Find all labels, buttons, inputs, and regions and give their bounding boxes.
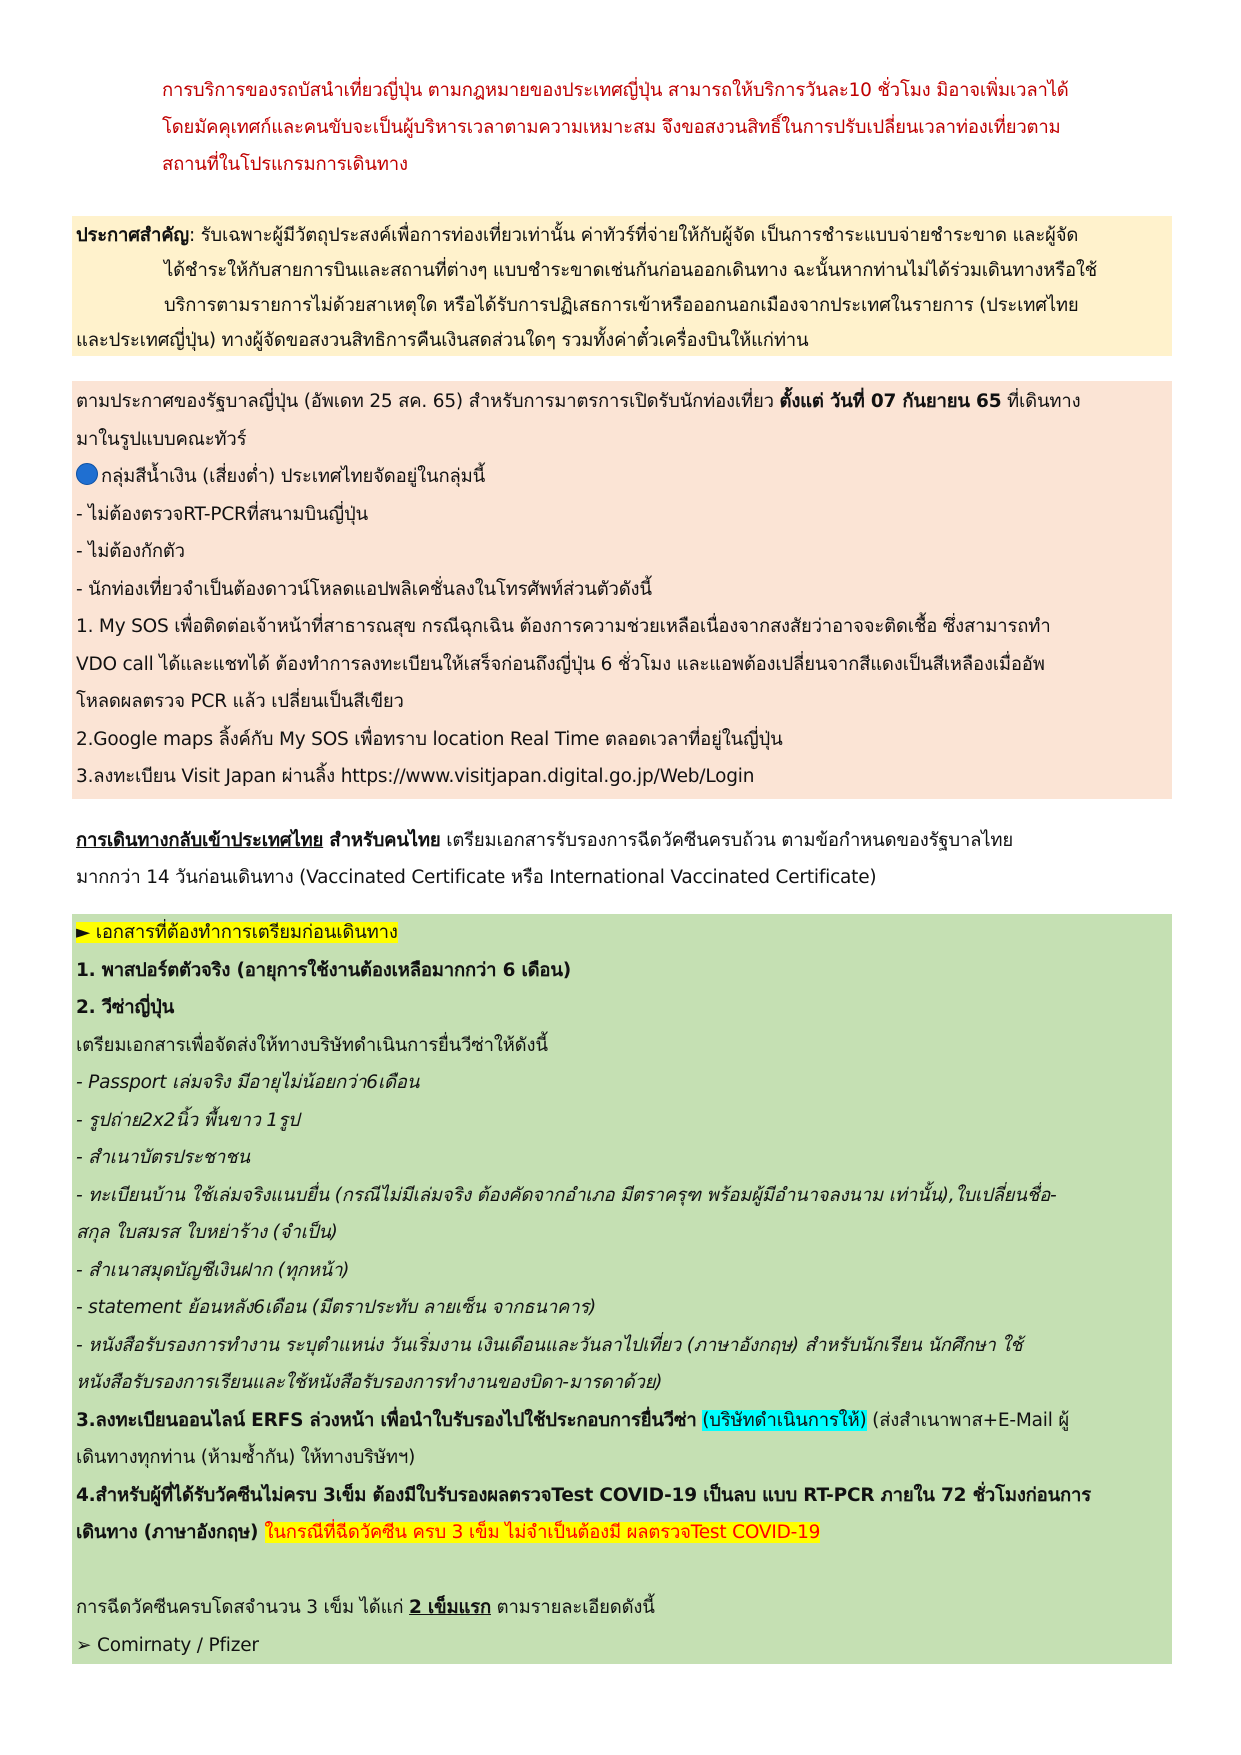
risk-group-text: กลุ่มสีน้ำเงิน (เสี่ยงต่ำ) ประเทศไทยจัดอยู่ในกลุ่มนี้ bbox=[101, 466, 486, 487]
app-item: 3.ลงทะเบียน Visit Japan ผ่านลิ้ง https://www.visitjapan.digital.go.jp/Web/Login bbox=[76, 766, 755, 787]
visa-item: - ทะเบียนบ้าน ใช้เล่มจริงแนบยื่น (กรณีไม่มีเล่มจริง ต้องคัดจากอำเภอ มีตราครุฑ พร้อมผู้มีอำนาจลงนาม เท่านั้น),ใบเปลี่ยนชื่อ- bbox=[76, 1184, 1057, 1206]
notice-text: : รับเฉพาะผู้มีวัตถุประสงค์เพื่อการท่องเที่ยวเท่านั้น ค่าทัวร์ที่จ่ายให้กับผู้จัด เป็นการชำระแบบจ่ายชำระขาด และผู้จัด bbox=[188, 225, 1079, 246]
app-item: VDO call ได้และแชทได้ ต้องทำการลงทะเบียนให้เสร็จก่อนถึงญี่ปุ่น 6 ชั่วโมง และแอพต้องเปลี่ยนจากสีแดงเป็นสีเหลืองเมื่ออัพ bbox=[76, 653, 1045, 675]
visa-item: - statement ย้อนหลัง6เดือน (มีตราประทับ ลายเซ็น จากธนาคาร) bbox=[76, 1297, 597, 1318]
return-text: เตรียมเอกสารรับรองการฉีดวัคซีนครบถ้วน ตามข้อกำหนดของรัฐบาลไทย bbox=[440, 830, 1013, 851]
vaccine-item: ➢ Comirnaty / Pfizer bbox=[76, 1634, 259, 1656]
measures-item: - ไม่ต้องกักตัว bbox=[76, 541, 185, 562]
notice-label: ประกาศสำคัญ bbox=[76, 225, 189, 246]
notice-line: และประเทศญี่ปุ่น) ทางผู้จัดขอสงวนสิทธิการคืนเงินสดส่วนใดๆ รวมทั้งค่าตั๋วเครื่องบินให้แก่ท่าน bbox=[76, 330, 809, 351]
visa-item: - หนังสือรับรองการทำงาน ระบุตำแหน่ง วันเริ่มงาน เงินเดือนและวันลาไปเที่ยว (ภาษาอังกฤษ) สำหรับนักเรียน นักศึกษา ใช้ bbox=[76, 1334, 1023, 1356]
measures-item: - ไม่ต้องตรวจRT-PCRที่สนามบินญี่ปุ่น bbox=[76, 503, 368, 525]
notice-line: ได้ชำระให้กับสายการบินและสถานที่ต่างๆ แบบชำระขาดเช่นกันก่อนออกเดินทาง ฉะนั้นหากท่านไม่ได้ร่วมเดินทางหรือใช้ bbox=[164, 260, 1098, 281]
visa-intro: เตรียมเอกสารเพื่อจัดส่งให้ทางบริษัทดำเนินการยื่นวีซ่าให้ดังนี้ bbox=[76, 1034, 548, 1056]
covid-test-exception: ในกรณีที่ฉีดวัคซีน ครบ 3 เข็ม ไม่จำเป็นต้องมี ผลตรวจTest COVID-19 bbox=[264, 1522, 821, 1543]
policy-line: การบริการของรถบัสนำเที่ยวญี่ปุ่น ตามกฎหมายของประเทศญี่ปุ่น สามารถให้บริการวันละ10 ชั่วโมง มิอาจเพิ่มเวลาได้ bbox=[162, 80, 1069, 101]
blue-circle-icon bbox=[76, 463, 98, 485]
return-title: การเดินทางกลับเข้าประเทศไทย bbox=[76, 830, 324, 851]
notice-line bbox=[76, 218, 1168, 253]
japan-entry-measures bbox=[72, 381, 1172, 799]
doc-covid-test: 4.สำหรับผู้ที่ได้รับวัคซีนไม่ครบ 3เข็ม ต้องมีใบรับรองผลตรวจTest COVID-19 เป็นลบ แบบ RT-PCR ภายใน 72 ชั่วโมงก่อนการ bbox=[76, 1484, 1091, 1506]
app-item: โหลดผลตรวจ PCR แล้ว เปลี่ยนเป็นสีเขียว bbox=[76, 691, 404, 712]
erfs-text: 3.ลงทะเบียนออนไลน์ ERFS ล่วงหน้า เพื่อนำใบรับรองไปใช้ประกอบการยื่นวีซ่า bbox=[76, 1409, 697, 1431]
docs-header bbox=[76, 914, 1168, 952]
visa-item: สกุล ใบสมรส ใบหย่าร้าง (จำเป็น) bbox=[76, 1222, 338, 1243]
vaccine-doses: 2 เข็มแรก bbox=[409, 1597, 491, 1618]
visa-item: - สำเนาบัตรประชาชน bbox=[76, 1147, 250, 1168]
return-trip-section bbox=[76, 822, 1172, 896]
doc-visa: 2. วีซ่าญี่ปุ่น bbox=[76, 997, 175, 1018]
visa-item: - Passport เล่มจริง มีอายุไม่น้อยกว่า6เดือน bbox=[76, 1072, 420, 1093]
return-line: มากกว่า 14 วันก่อนเดินทาง (Vaccinated Certificate หรือ International Vaccinated Certificate) bbox=[76, 867, 877, 888]
visa-item: หนังสือรับรองการเรียนและใช้หนังสือรับรองการทำงานของบิดา-มารดาด้วย) bbox=[76, 1372, 663, 1393]
covid-test-text: เดินทาง (ภาษาอังกฤษ) bbox=[76, 1522, 265, 1543]
erfs-text: (ส่งสำเนาพาส+E-Mail ผู้ bbox=[866, 1409, 1069, 1431]
measures-intro bbox=[76, 383, 1168, 421]
measures-text: ที่เดินทาง bbox=[1001, 391, 1081, 412]
vaccine-text: ตามรายละเอียดดังนี้ bbox=[490, 1597, 655, 1618]
required-documents bbox=[72, 914, 1172, 1664]
measures-item: - นักท่องเที่ยวจำเป็นต้องดาวน์โหลดแอปพลิเคชั่นลงในโทรศัพท์ส่วนตัวดังนี้ bbox=[76, 578, 652, 600]
return-line bbox=[76, 822, 1172, 859]
doc-erfs: เดินทางทุกท่าน (ห้ามซ้ำกัน) ให้ทางบริษัทฯ) bbox=[76, 1447, 416, 1468]
docs-header-text: ► เอกสารที่ต้องทำการเตรียมก่อนเดินทาง bbox=[76, 922, 398, 943]
spacer bbox=[76, 1552, 1168, 1590]
doc-passport: 1. พาสปอร์ตตัวจริง (อายุการใช้งานต้องเหลือมากกว่า 6 เดือน) bbox=[76, 959, 572, 981]
app-item: 1. My SOS เพื่อติดต่อเจ้าหน้าที่สาธารณสุข กรณีฉุกเฉิน ต้องการความช่วยเหลือเนื่องจากสงสัยว่าอาจจะติดเชื้อ ซึ่งสามารถทำ bbox=[76, 616, 1051, 637]
visa-item: - รูปถ่าย2x2นิ้ว พื้นขาว 1รูป bbox=[76, 1109, 300, 1131]
visa-item: - สำเนาสมุดบัญชีเงินฝาก (ทุกหน้า) bbox=[76, 1259, 350, 1281]
erfs-note: (บริษัทดำเนินการให้) bbox=[702, 1409, 867, 1431]
policy-line: โดยมัคคุเทศก์และคนขับจะเป็นผู้บริหารเวลาตามความเหมาะสม จึงขอสงวนสิทธิ์ในการปรับเปลี่ยนเวลาท่องเที่ยวตาม bbox=[162, 117, 1061, 138]
doc-covid-test bbox=[76, 1514, 1168, 1552]
measures-text: ตามประกาศของรัฐบาลญี่ปุ่น (อัพเดท 25 สค. 65) สำหรับการมาตรการเปิดรับนักท่องเที่ยว bbox=[76, 391, 780, 412]
tour-bus-policy bbox=[162, 72, 1172, 183]
important-notice bbox=[72, 216, 1172, 356]
effective-date: ตั้งแต่ วันที่ 07 กันยายน 65 bbox=[779, 391, 1002, 412]
vaccine-text: การฉีดวัคซีนครบโดสจำนวน 3 เข็ม ได้แก่ bbox=[76, 1597, 410, 1618]
policy-line: สถานที่ในโปรแกรมการเดินทาง bbox=[162, 154, 408, 175]
measures-line: มาในรูปแบบคณะทัวร์ bbox=[76, 428, 247, 450]
app-item: 2.Google maps ลิ้งค์กับ My SOS เพื่อทราบ location Real Time ตลอดเวลาที่อยู่ในญี่ปุ่น bbox=[76, 728, 783, 750]
vaccine-intro bbox=[76, 1589, 1168, 1627]
doc-erfs bbox=[76, 1402, 1168, 1440]
risk-group bbox=[76, 458, 1168, 496]
return-subtitle: สำหรับคนไทย bbox=[323, 830, 441, 851]
notice-line: บริการตามรายการไม่ด้วยสาเหตุใด หรือได้รับการปฏิเสธการเข้าหรือออกนอกเมืองจากประเทศในรายการ (ประเทศไทย bbox=[164, 295, 1079, 316]
